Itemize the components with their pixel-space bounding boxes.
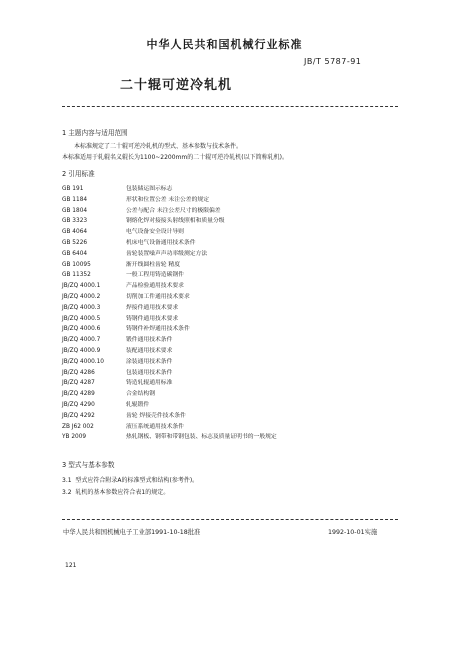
reference-title: 涂装通用技术条件 bbox=[126, 358, 173, 365]
reference-title: 齿轮 焊接壳件技术条件 bbox=[126, 412, 186, 419]
reference-title: 电气设备安全设计导则 bbox=[126, 229, 184, 236]
clause-3-1-number: 3.1 bbox=[62, 477, 72, 484]
reference-title: 切削加工件通用技术要求 bbox=[126, 294, 190, 300]
standard-body-title: 中华人民共和国机械行业标准 bbox=[146, 38, 303, 51]
reference-code: GB 1184 bbox=[62, 196, 88, 203]
reference-item bbox=[62, 367, 172, 376]
header-rule bbox=[62, 106, 398, 107]
reference-code: JB/ZQ 4290 bbox=[62, 402, 95, 408]
reference-code: GB 3323 bbox=[62, 218, 88, 225]
reference-title: 包装储运图示标志 bbox=[126, 186, 173, 192]
reference-item bbox=[62, 291, 190, 300]
reference-title: 形状和位置公差 未注公差的规定 bbox=[126, 196, 209, 203]
reference-code: JB/ZQ 4000.3 bbox=[62, 304, 101, 311]
reference-item bbox=[62, 410, 186, 419]
reference-title: 铸造轧辊通用标准 bbox=[126, 380, 173, 387]
reference-item bbox=[62, 248, 207, 257]
reference-item bbox=[62, 302, 178, 311]
reference-title: 铸钢件通用技术要求 bbox=[126, 315, 179, 322]
reference-item bbox=[62, 237, 196, 246]
clause-3-1 bbox=[62, 475, 198, 484]
reference-title: 热轧钢板、钢带和带钢包装、标志及质量证明书的一般规定 bbox=[126, 434, 277, 441]
reference-code: JB/ZQ 4000.9 bbox=[62, 348, 101, 354]
reference-title: 包装通用技术条件 bbox=[126, 369, 173, 376]
reference-code: YB 2009 bbox=[62, 434, 87, 441]
reference-title: 液压系统通用技术条件 bbox=[126, 423, 184, 430]
section-2-heading: 2 引用标准 bbox=[62, 170, 95, 178]
reference-item bbox=[62, 377, 172, 386]
reference-item bbox=[62, 280, 184, 289]
reference-title: 装配通用技术要求 bbox=[126, 348, 173, 354]
reference-code: GB 11352 bbox=[62, 272, 91, 279]
standard-code: JB/T 5787-91 bbox=[304, 57, 362, 66]
reference-title: 钢熔化焊对接接头射线照相和质量分级 bbox=[126, 218, 225, 225]
reference-title: 公差与配合 未注公差尺寸的极限偏差 bbox=[126, 207, 221, 214]
reference-code: GB 5226 bbox=[62, 240, 88, 246]
reference-item bbox=[62, 259, 180, 268]
reference-title: 机床电气设备通用技术条件 bbox=[126, 240, 196, 246]
reference-item bbox=[62, 421, 184, 430]
reference-item bbox=[62, 194, 209, 203]
reference-item bbox=[62, 388, 155, 397]
page-number: 121 bbox=[65, 562, 77, 569]
reference-item bbox=[62, 215, 225, 224]
reference-item bbox=[62, 399, 149, 408]
reference-code: JB/ZQ 4000.6 bbox=[62, 326, 101, 333]
reference-code: JB/ZQ 4000.2 bbox=[62, 294, 101, 300]
document-title: 二十辊可逆冷轧机 bbox=[120, 78, 233, 93]
reference-title: 铸钢件补焊通用技术条件 bbox=[126, 326, 190, 333]
clause-3-2-number: 3.2 bbox=[62, 489, 72, 496]
reference-code: JB/ZQ 4292 bbox=[62, 412, 95, 419]
reference-title: 轧辊锻件 bbox=[126, 402, 150, 408]
section-3-heading: 3 型式与基本参数 bbox=[62, 461, 115, 469]
reference-item bbox=[62, 205, 221, 214]
reference-item bbox=[62, 356, 172, 365]
clause-3-2 bbox=[62, 487, 169, 496]
reference-code: GB 6404 bbox=[62, 250, 88, 257]
reference-title: 焊接件通用技术要求 bbox=[126, 304, 179, 311]
reference-item bbox=[62, 334, 172, 343]
reference-title: 一般工程用铸造碳钢件 bbox=[126, 272, 184, 279]
reference-code: JB/ZQ 4000.5 bbox=[62, 315, 101, 322]
reference-code: GB 4064 bbox=[62, 229, 88, 236]
footer-rule bbox=[62, 519, 398, 520]
reference-code: JB/ZQ 4000.10 bbox=[62, 358, 104, 365]
reference-item bbox=[62, 226, 184, 235]
reference-code: GB 191 bbox=[62, 186, 84, 192]
reference-code: JB/ZQ 4000.1 bbox=[62, 283, 101, 290]
reference-code: JB/ZQ 4000.7 bbox=[62, 337, 101, 344]
implementation-date: 1992-10-01实施 bbox=[328, 529, 378, 536]
section-1-heading: 1 主题内容与适用范围 bbox=[62, 129, 128, 137]
reference-title: 产品检验通用技术要求 bbox=[126, 283, 184, 290]
section-1-line-2: 本标准适用于轧辊名义辊长为1100~2200mm的二十辊可逆冷轧机(以下简称轧机)。 bbox=[62, 154, 288, 161]
reference-code: GB 10095 bbox=[62, 261, 91, 268]
reference-title: 齿轮装置噪声声功率级测定方法 bbox=[126, 250, 208, 257]
reference-item bbox=[62, 183, 172, 192]
clause-3-1-text: 型式应符合附录A的标准型式和结构(参考件)。 bbox=[75, 477, 199, 484]
reference-item bbox=[62, 323, 190, 332]
reference-code: GB 1804 bbox=[62, 207, 88, 214]
reference-title: 渐开线圆柱齿轮 精度 bbox=[126, 261, 181, 268]
reference-item bbox=[62, 345, 172, 354]
section-1-line-1: 本标准规定了二十辊可逆冷轧机的型式、基本参数与技术条件。 bbox=[74, 143, 243, 150]
reference-item bbox=[62, 431, 277, 440]
reference-item bbox=[62, 313, 178, 322]
reference-code: JB/ZQ 4286 bbox=[62, 369, 95, 376]
reference-code: ZB J62 002 bbox=[62, 423, 94, 430]
reference-code: JB/ZQ 4289 bbox=[62, 391, 95, 398]
reference-title: 锻件通用技术条件 bbox=[126, 337, 173, 344]
reference-title: 合金结构钢 bbox=[126, 391, 155, 398]
clause-3-2-text: 轧机的基本参数应符合表1的规定。 bbox=[75, 489, 170, 496]
reference-item bbox=[62, 269, 184, 278]
reference-code: JB/ZQ 4287 bbox=[62, 380, 95, 387]
approval-note: 中华人民共和国机械电子工业部1991-10-18批准 bbox=[63, 529, 201, 536]
